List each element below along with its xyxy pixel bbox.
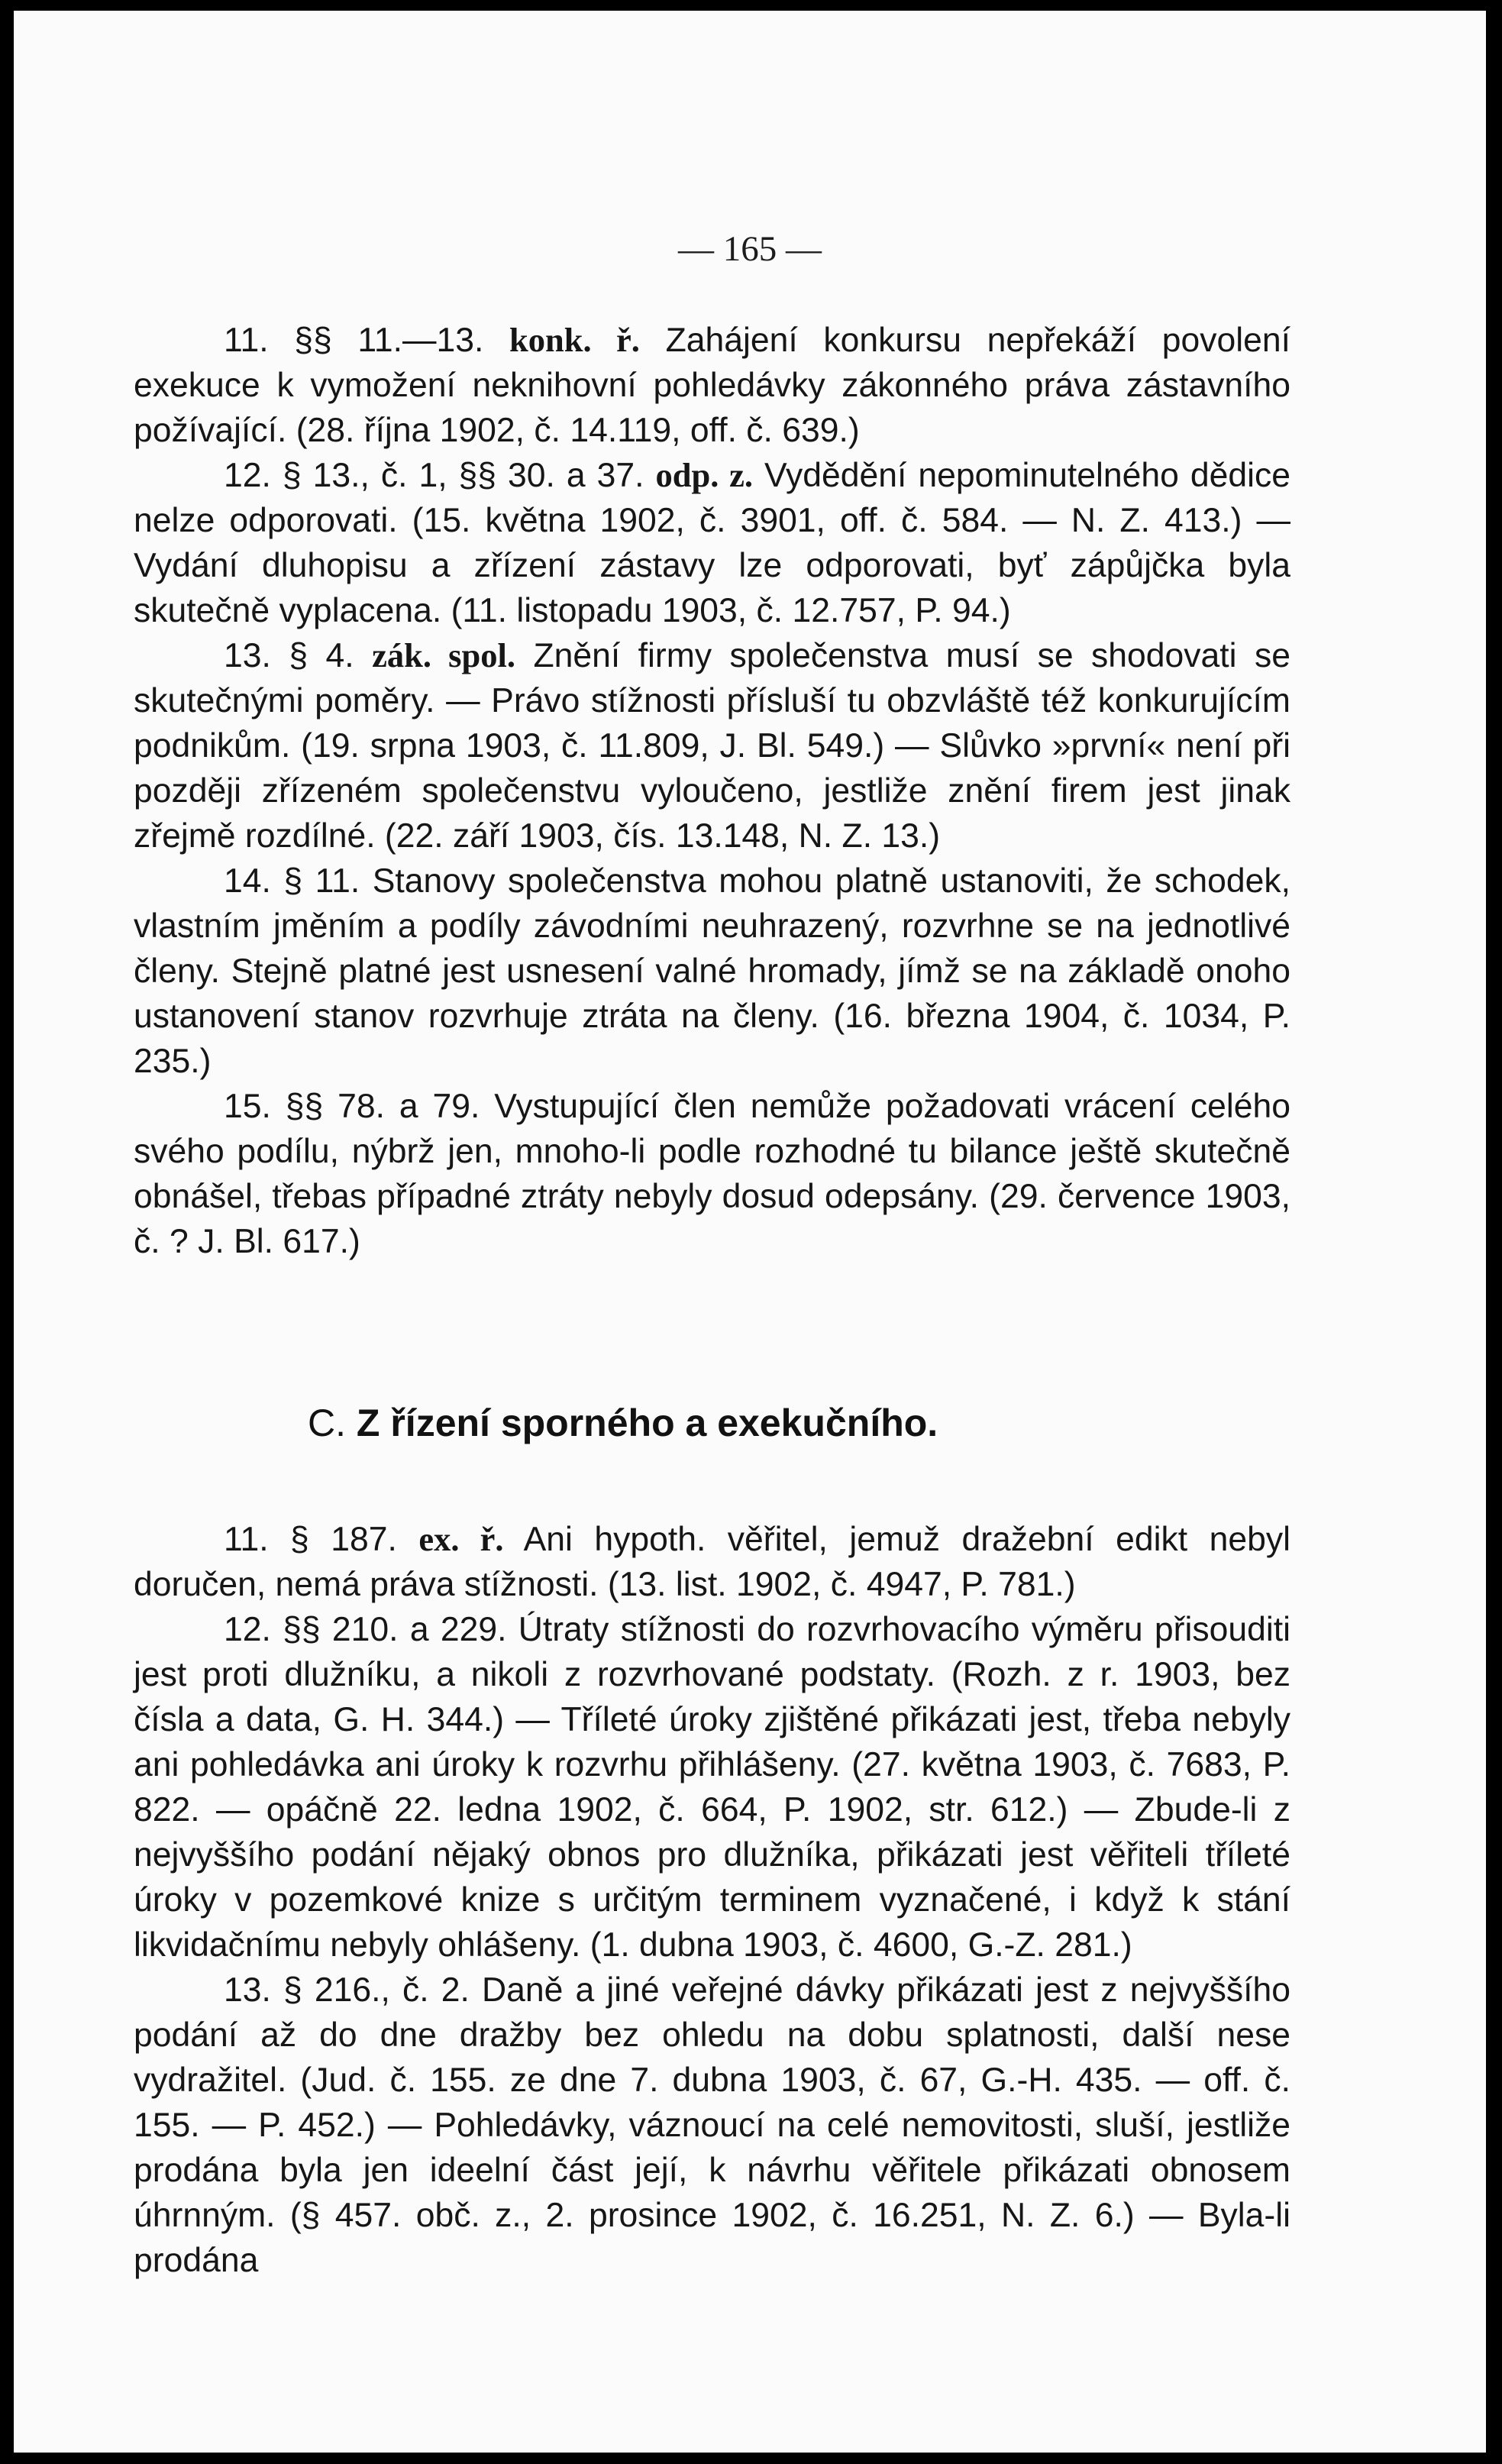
entry-number: 12. (224, 1611, 271, 1648)
entry-text: Daně a jiné veřejné dávky přikázati jest z nejvyššího podání až do dne dražby bez ohledu na dobu splatnosti, další nese vydražitel. (Jud. č. 155. ze dne 7. dubna 1903, č. 67, G.-H. 435. — off. č. 155. — P. 452.) — Pohledávky, váznoucí na celé nemovitosti, sluší, jestliže prodána byla jen ideelní část její, k návrhu věřitele přikázati obnosem úhrnným. (§ 457. obč. z., 2. prosince 1902, č. 16.251, N. Z. 6.) — Byla-li prodána (134, 1971, 1290, 2279)
entry-paragraph-ref: § 13., č. 1, §§ 30. a 37. (282, 457, 644, 494)
entry-paragraph-ref: §§ 11.—13. (294, 322, 484, 359)
entry-paragraph (134, 318, 1290, 453)
scanned-page (14, 11, 1486, 2453)
entry-text: Vydědění nepominutelného dědice nelze odporovati. (15. května 1902, č. 3901, off. č. 584. — N. Z. 413.) — Vydání dluhopisu a zřízení zástavy lze odporovati, byť zápůjčka byla skutečně vyplacena. (11. listopadu 1903, č. 12.757, P. 94.) (134, 457, 1290, 629)
page-number: — 165 — (678, 229, 822, 269)
entry-paragraph (134, 1084, 1290, 1264)
section-letter: C. (308, 1402, 346, 1444)
entry-text: Ani hypoth. věřitel, jemuž dražební edikt nebyl doručen, nemá práva stížnosti. (13. list. 1902, č. 4947, P. 781.) (134, 1521, 1290, 1603)
entry-paragraph (134, 859, 1290, 1084)
entry-number: 13. (224, 1971, 271, 2009)
entry-paragraph-ref: § 11. (283, 862, 360, 900)
entry-number: 14. (224, 862, 271, 900)
entry-paragraph (134, 1517, 1290, 1607)
entry-paragraph (134, 453, 1290, 633)
entry-law-abbrev: zák. spol. (372, 636, 515, 674)
entry-text: Zahájení konkursu nepřekáží povolení exekuce k vymožení neknihovní pohledávky zákonného práva zástavního požívající. (28. října 1902, č. 14.119, off. č. 639.) (134, 322, 1290, 449)
entry-paragraph (134, 1607, 1290, 1968)
entry-law-abbrev: ex. ř. (418, 1520, 504, 1558)
entry-number: 12. (224, 457, 271, 494)
entry-paragraph-ref: §§ 78. a 79. (285, 1088, 480, 1125)
entry-text: Stanovy společenstva mohou platně ustanoviti, že schodek, vlastním jměním a podíly závodními neuhrazený, rozvrhne se na jednotlivé členy. Stejně platné jest usnesení valné hromady, jímž se na základě onoho ustanovení stanov rozvrhuje ztráta na členy. (16. března 1904, č. 1034, P. 235.) (134, 862, 1290, 1080)
entry-paragraph-ref: § 216., č. 2. (283, 1971, 470, 2009)
entry-paragraph (134, 633, 1290, 859)
entry-number: 11. (224, 1521, 269, 1558)
entry-law-abbrev: odp. z. (655, 456, 754, 494)
entry-text: Vystupující člen nemůže požadovati vrácení celého svého podílu, nýbrž jen, mnoho-li podle rozhodné tu bilance ještě skutečně obnášel, třebas případné ztráty nebyly dosud odepsány. (29. července 1903, č. ? J. Bl. 617.) (134, 1088, 1290, 1260)
entry-number: 13. (224, 637, 271, 674)
entry-number: 15. (224, 1088, 271, 1125)
entry-paragraph-ref: § 4. (289, 637, 354, 674)
entry-paragraph-ref: §§ 210. a 229. (283, 1611, 507, 1648)
section-title: Z řízení sporného a exekučního. (356, 1402, 938, 1444)
entry-text: Útraty stížnosti do rozvrhovacího výměru přisouditi jest proti dlužníku, a nikoli z rozvrhované podstaty. (Rozh. z r. 1903, bez čísla a data, G. H. 344.) — Tříleté úroky zjištěné přikázati jest, třeba nebyly ani pohledávka ani úroky k rozvrhu přihlášeny. (27. května 1903, č. 7683, P. 822. — opáčně 22. ledna 1902, č. 664, P. 1902, str. 612.) — Zbude-li z nejvyššího podání nějaký obnos pro dlužníka, přikázati jest věřiteli tříleté úroky v pozemkové knize s určitým terminem vyznačené, i když k stání likvidačnímu nebyly ohlášeny. (1. dubna 1903, č. 4600, G.-Z. 281.) (134, 1611, 1290, 1964)
entry-number: 11. (224, 322, 269, 359)
entry-law-abbrev: konk. ř. (509, 321, 640, 359)
entry-paragraph-ref: § 187. (290, 1521, 397, 1558)
section-heading (134, 1400, 1290, 1446)
entry-paragraph (134, 1968, 1290, 2283)
entry-text: Znění firmy společenstva musí se shodovati se skutečnými poměry. — Právo stížnosti přísluší tu obzvláště též konkurujícím podnikům. (19. srpna 1903, č. 11.809, J. Bl. 549.) — Slůvko »první« není při později zřízeném společenstvu vyloučeno, jestliže znění firem jest jinak zřejmě rozdílné. (22. září 1903, čís. 13.148, N. Z. 13.) (134, 637, 1290, 855)
page-body (134, 318, 1290, 2283)
